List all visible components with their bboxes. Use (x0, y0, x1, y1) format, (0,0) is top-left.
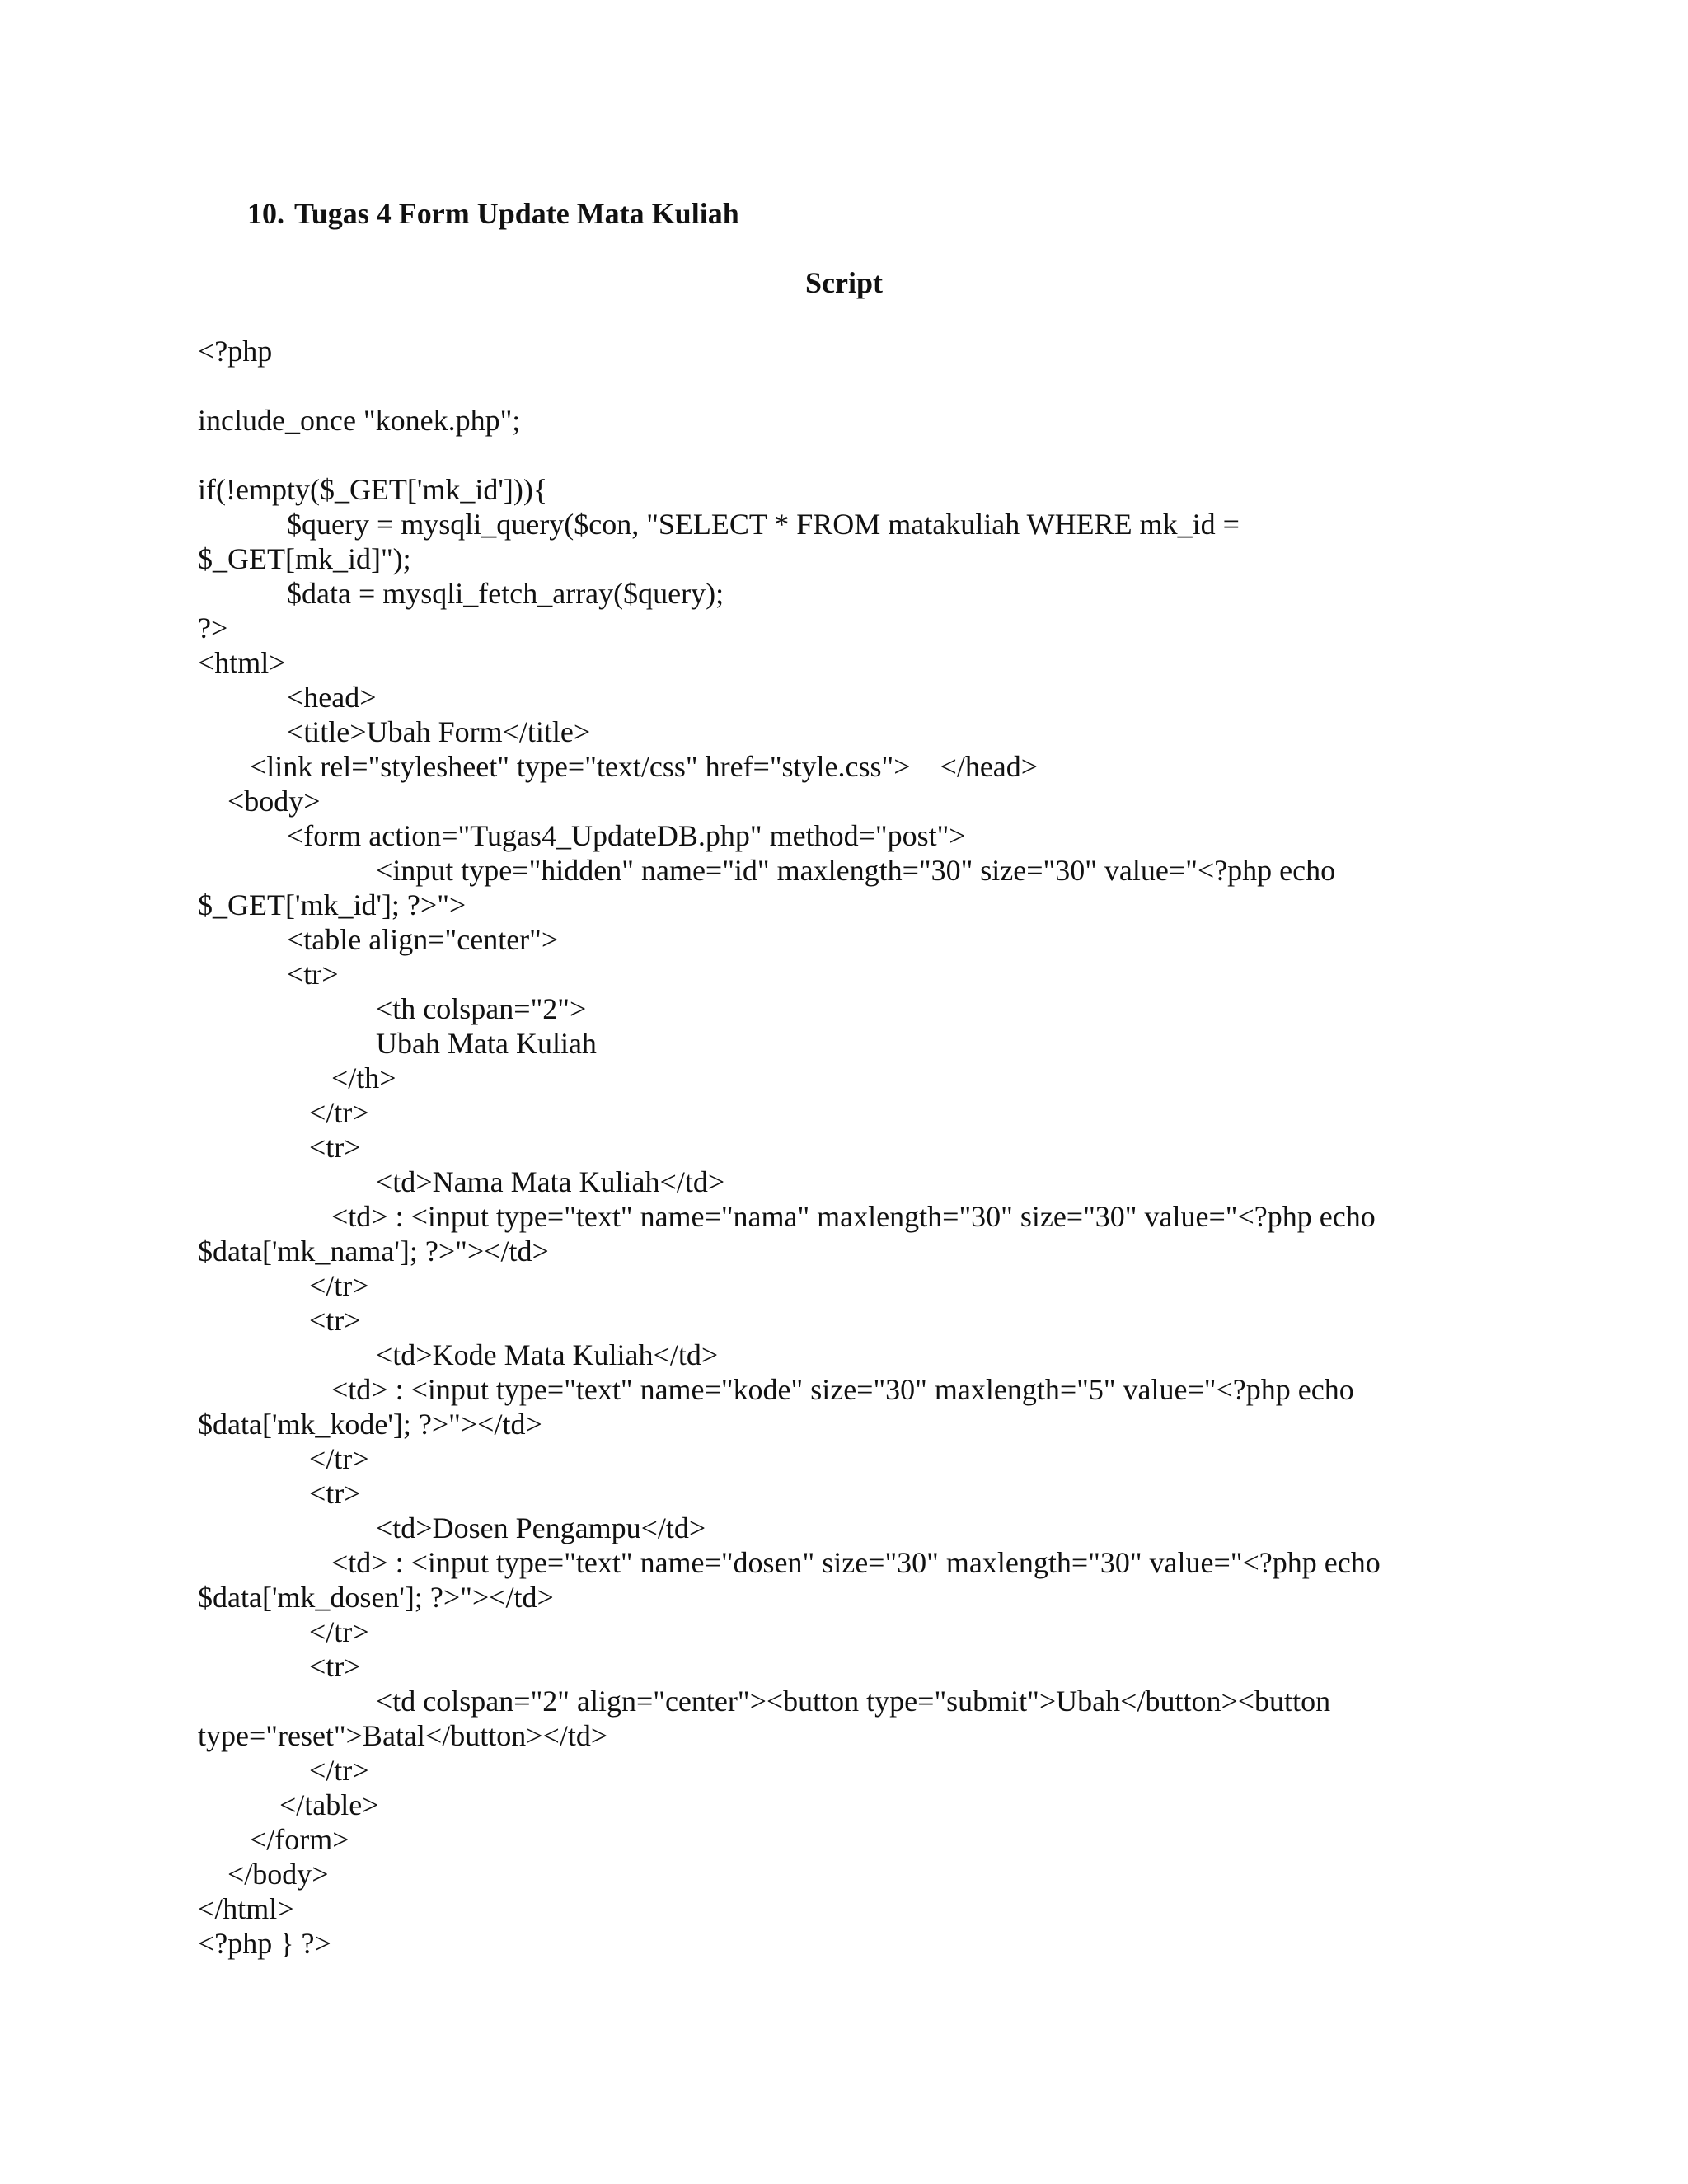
code-line: <td colspan="2" align="center"><button type="submit">Ubah</button><button (198, 1685, 1331, 1718)
code-line: <td> : <input type="text" name="dosen" size="30" maxlength="30" value="<?php echo (198, 1546, 1381, 1579)
code-line: </tr> (198, 1096, 369, 1129)
code-listing (198, 334, 1517, 1961)
code-line: </tr> (198, 1615, 369, 1648)
code-line: <html> (198, 646, 286, 679)
code-line: $_GET['mk_id']; ?>"> (198, 888, 467, 921)
code-line: <td>Kode Mata Kuliah</td> (198, 1338, 719, 1371)
code-line: $query = mysqli_query($con, "SELECT * FROM matakuliah WHERE mk_id = (198, 508, 1240, 541)
code-line: </html> (198, 1892, 294, 1925)
code-line: <th colspan="2"> (198, 992, 587, 1025)
code-line: <body> (198, 785, 321, 818)
code-line: <?php (198, 335, 273, 368)
section-number: 10. (247, 197, 284, 230)
code-line: <tr> (198, 1477, 361, 1510)
code-line: $data['mk_kode']; ?>"></td> (198, 1408, 542, 1441)
code-line: </table> (198, 1788, 379, 1821)
code-line: $data['mk_dosen']; ?>"></td> (198, 1581, 554, 1614)
code-line: type="reset">Batal</button></td> (198, 1719, 608, 1752)
section-heading (247, 196, 739, 231)
code-line: <link rel="stylesheet" type="text/css" href="style.css"> </head> (198, 750, 1039, 783)
code-line: </form> (198, 1823, 349, 1856)
code-line: <head> (198, 681, 377, 714)
code-line: <tr> (198, 1650, 361, 1683)
code-line: <input type="hidden" name="id" maxlength="30" size="30" value="<?php echo (198, 854, 1336, 887)
code-line: ?> (198, 612, 228, 644)
code-line: <td>Dosen Pengampu</td> (198, 1511, 706, 1544)
code-line: </tr> (198, 1754, 369, 1787)
code-line: Ubah Mata Kuliah (198, 1027, 597, 1060)
code-line (198, 368, 1517, 403)
code-line: </body> (198, 1858, 329, 1891)
code-line: if(!empty($_GET['mk_id'])){ (198, 473, 548, 506)
code-line (198, 438, 1517, 472)
code-line: <tr> (198, 1304, 361, 1337)
code-line: </tr> (198, 1442, 369, 1475)
script-subtitle: Script (805, 266, 883, 299)
code-line: <td>Nama Mata Kuliah</td> (198, 1165, 725, 1198)
section-title: Tugas 4 Form Update Mata Kuliah (294, 197, 739, 230)
code-line: <form action="Tugas4_UpdateDB.php" method="post"> (198, 819, 966, 852)
code-line: $data['mk_nama']; ?>"></td> (198, 1235, 549, 1268)
code-line: </tr> (198, 1269, 369, 1302)
code-line: <?php } ?> (198, 1927, 331, 1960)
code-line: <td> : <input type="text" name="nama" maxlength="30" size="30" value="<?php echo (198, 1200, 1376, 1233)
code-line: <td> : <input type="text" name="kode" size="30" maxlength="5" value="<?php echo (198, 1373, 1354, 1406)
code-line: <title>Ubah Form</title> (198, 715, 591, 748)
code-line: $_GET[mk_id]"); (198, 542, 411, 575)
code-line: include_once "konek.php"; (198, 404, 521, 437)
code-line: <tr> (198, 1131, 361, 1164)
code-line: <table align="center"> (198, 923, 559, 956)
code-line: $data = mysqli_fetch_array($query); (198, 577, 724, 610)
code-line: </th> (198, 1062, 396, 1094)
code-line: <tr> (198, 958, 339, 991)
